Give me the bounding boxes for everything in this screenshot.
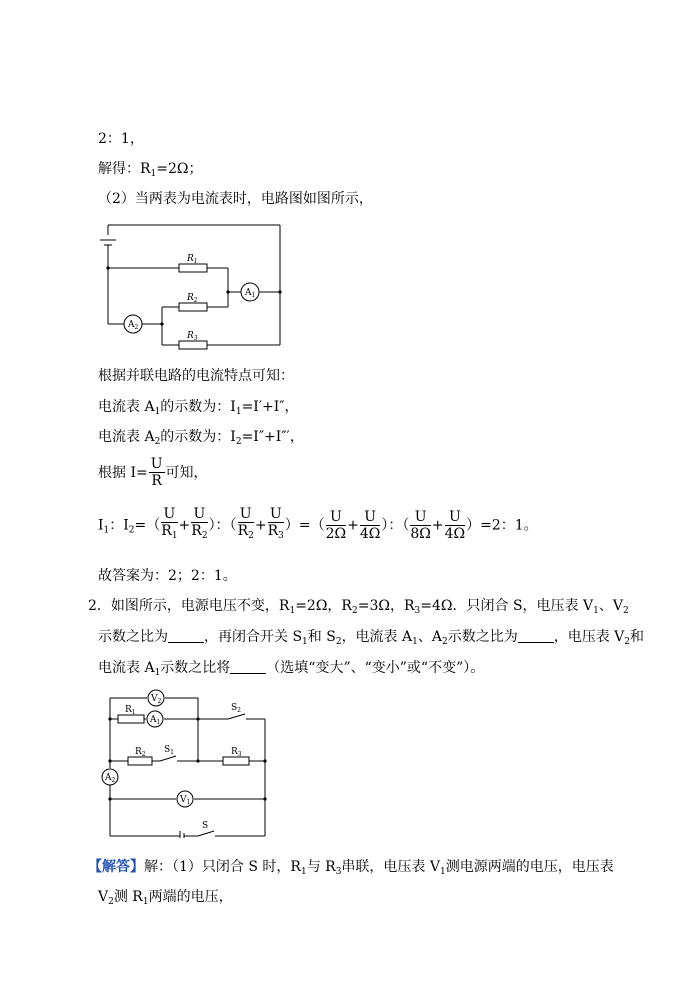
text-line: （2）当两表为电流表时，电路图如图所示， xyxy=(98,191,373,207)
circuit-diagram-1 xyxy=(95,220,295,360)
circuit-diagram-2 xyxy=(98,686,274,838)
text-line: 故答案为：2；2：1。 xyxy=(98,568,237,584)
answer-text: 【解答】解：（1）只闭合 S 时，$R_1$与 $R_3$串联，电压表 $V_1$测电源两端的电压，电压表 xyxy=(88,859,614,877)
answer-blank xyxy=(168,629,204,643)
r1-label: $R_1$ xyxy=(187,254,198,265)
switch-s2-label: $S_2$ xyxy=(231,703,241,714)
question-text: 电流表 $A_1$示数之比将 （选填“变大”、“变小”或“不变”）。 xyxy=(98,660,485,678)
text-line: 电流表 $A_1$的示数为：$I_1=I'+I''$， xyxy=(98,399,299,417)
ammeter-a1-label: $A_1$ xyxy=(245,288,256,299)
ammeter-a2-label: $A_2$ xyxy=(105,773,116,784)
formula-line: 根据 I= $\frac{U}{R}$ 可知， xyxy=(98,456,208,489)
ammeter-a2-label: $A_2$ xyxy=(128,320,139,331)
voltmeter-v1-label: $V_1$ xyxy=(180,795,191,806)
text-line: 2：1， xyxy=(98,131,144,147)
question-text: 示数之比为 ，再闭合开关 $S_1$和 $S_2$，电流表 $A_1$、$A_2$示数之比为 ，电压表 $V_2$和 xyxy=(98,629,645,647)
formula-line: $I_1$：$I_2=$（ $\frac{U}{R_1}$ + $\frac{U}{R_2}$ ）：（ $\frac{U}{R_2}$ + $\frac{U}{R_3}$ ）=（ $\frac{U}{2\Omega}$ + $\frac{U}{4\Omega}$ ）：（ $\frac{U}{8\Omega}$ + $\frac{U}{4\Omega}$ ）=2：1。 xyxy=(98,506,538,542)
answer-blank xyxy=(518,629,554,643)
answer-text: $V_2$测 $R_1$两端的电压， xyxy=(98,889,233,907)
r3-label: $R_3$ xyxy=(187,331,198,342)
switch-s1-label: $S_1$ xyxy=(164,745,174,756)
ammeter-a1-label: $A_1$ xyxy=(150,715,161,726)
switch-s-label: S xyxy=(202,821,209,831)
answer-blank xyxy=(230,660,266,674)
r3-label: $R_3$ xyxy=(231,747,242,758)
r1-label: $R_1$ xyxy=(125,705,136,716)
text-line: 电流表 $A_2$的示数为：$I_2=I''+I'''$， xyxy=(98,429,304,447)
text-line: 根据并联电路的电流特点可知： xyxy=(98,368,294,384)
text-line: 解得：$R_1=2\Omega$； xyxy=(98,161,203,179)
question-text: 2．如图所示，电源电压不变，$R_1=2\Omega$，$R_2=3\Omega$，$R_3=4\Omega$．只闭合 S，电压表 $V_1$、$V_2$ xyxy=(88,598,629,616)
answer-tag: 【解答】 xyxy=(88,859,144,875)
voltmeter-v2-label: $V_2$ xyxy=(151,694,162,705)
r2-label: $R_2$ xyxy=(135,747,146,758)
r2-label: $R_2$ xyxy=(187,293,198,304)
